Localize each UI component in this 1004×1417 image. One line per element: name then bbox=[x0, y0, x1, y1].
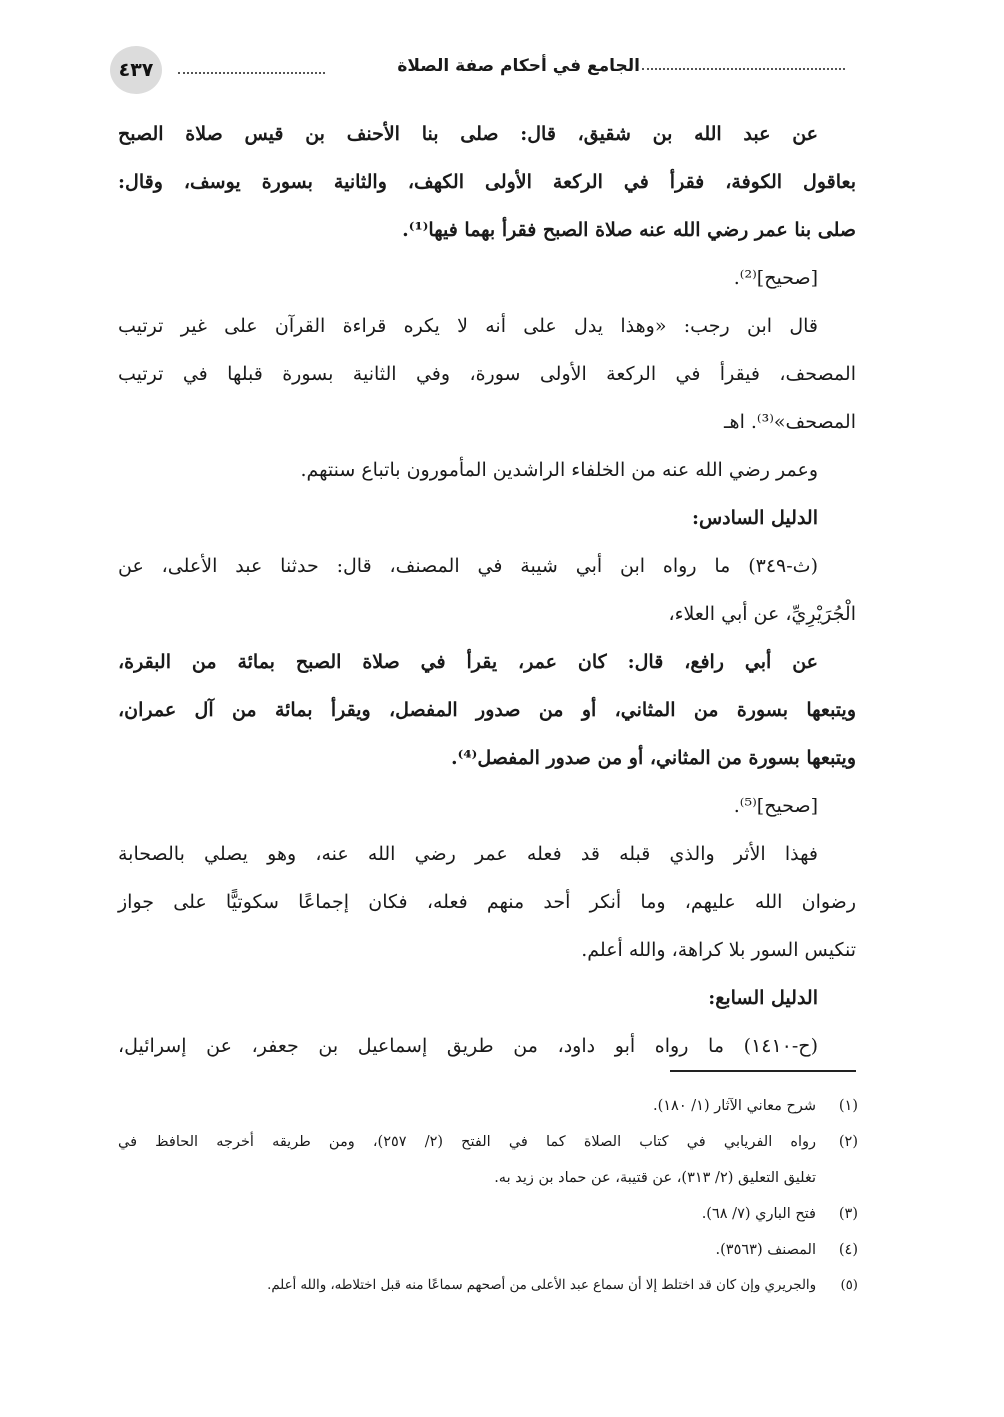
footnote bbox=[118, 1196, 858, 1232]
section-heading: الدليل السادس: bbox=[691, 507, 818, 529]
text-line: فهذا الأثر والذي قبله قد فعله عمر رضي الله عنه، وهو يصلي بالصحابة bbox=[118, 843, 818, 865]
footnote-number: (٥) bbox=[840, 1278, 858, 1293]
header-dot-leader-left bbox=[178, 72, 325, 74]
header-dot-leader-right bbox=[642, 68, 845, 70]
text-line: المصحف، فيقرأ في الركعة الأولى سورة، وفي الثانية بسورة قبلها في ترتيب bbox=[118, 363, 856, 385]
text-line: (ث-٣٤٩) ما رواه ابن أبي شيبة في المصنف، قال: حدثنا عبد الأعلى، عن bbox=[118, 555, 818, 577]
footnote bbox=[118, 1232, 858, 1268]
footnote-text: فتح الباري (٧/ ٦٨). bbox=[701, 1206, 816, 1222]
footnote-text: شرح معاني الآثار (١/ ١٨٠). bbox=[652, 1098, 816, 1114]
footnote-number: (٣) bbox=[838, 1206, 858, 1222]
running-title: الجامع في أحكام صفة الصلاة bbox=[397, 56, 640, 76]
footnote-text: والجريري وإن كان قد اختلط إلا أن سماع عبد الأعلى من أصحهم سماعًا منه قبل اختلاطه، والله أعلم. bbox=[267, 1278, 816, 1293]
text-line: بعاقول الكوفة، فقرأ في الركعة الأولى الكهف، والثانية بسورة يوسف، وقال: bbox=[118, 171, 856, 193]
running-header bbox=[110, 44, 845, 92]
footnote-separator bbox=[670, 1070, 856, 1072]
footnote-text: تغليق التعليق (٢/ ٣١٣)، عن قتيبة، عن حماد بن زيد به. bbox=[494, 1170, 816, 1186]
text-line: صلى بنا عمر رضي الله عنه صلاة الصبح فقرأ بهما فيها⁽¹⁾. bbox=[402, 219, 856, 241]
footnotes bbox=[118, 1088, 858, 1304]
grading-label: [صحيح]⁽²⁾. bbox=[733, 267, 818, 289]
footnote bbox=[118, 1124, 858, 1196]
footnote-text: المصنف (٣٥٦٣). bbox=[715, 1242, 816, 1258]
text-line: تنكيس السور بلا كراهة، والله أعلم. bbox=[581, 939, 856, 961]
text-line: قال ابن رجب: «وهذا يدل على أنه لا يكره قراءة القرآن على غير ترتيب bbox=[118, 315, 818, 337]
text-line: وعمر رضي الله عنه من الخلفاء الراشدين المأمورون باتباع سنتهم. bbox=[300, 459, 818, 481]
footnote bbox=[118, 1268, 858, 1304]
footnote bbox=[118, 1088, 858, 1124]
text-line: ويتبعها بسورة من المثاني، أو من صدور المفصل، ويقرأ بمائة من آل عمران، bbox=[118, 699, 856, 721]
text-line: المصحف»⁽³⁾. اهـ bbox=[723, 411, 856, 433]
footnote-number: (٤) bbox=[838, 1242, 858, 1258]
section-heading: الدليل السابع: bbox=[708, 987, 818, 1009]
text-line: الْجُرَيْرِيِّ، عن أبي العلاء، bbox=[668, 603, 856, 625]
grading-label: [صحيح]⁽⁵⁾. bbox=[733, 795, 818, 817]
text-line: رضوان الله عليهم، وما أنكر أحد منهم فعله، فكان إجماعًا سكوتيًّا على جواز bbox=[118, 891, 856, 913]
text-line: عن أبي رافع، قال: كان عمر، يقرأ في صلاة الصبح بمائة من البقرة، bbox=[118, 651, 818, 673]
text-line: (ح-١٤١٠) ما رواه أبو داود، من طريق إسماعيل بن جعفر، عن إسرائيل، bbox=[118, 1035, 818, 1057]
text-line: ويتبعها بسورة من المثاني، أو من صدور المفصل⁽⁴⁾. bbox=[451, 747, 856, 769]
footnote-number: (٢) bbox=[838, 1134, 858, 1150]
footnote-text: رواه الفريابي في كتاب الصلاة كما في الفتح (٢/ ٢٥٧)، ومن طريقه أخرجه الحافظ في bbox=[118, 1134, 817, 1150]
main-text bbox=[118, 110, 856, 1070]
page-number: ٤٣٧ bbox=[110, 46, 162, 94]
footnote-number: (١) bbox=[838, 1098, 858, 1114]
text-line: عن عبد الله بن شقيق، قال: صلى بنا الأحنف بن قيس صلاة الصبح bbox=[118, 123, 818, 145]
